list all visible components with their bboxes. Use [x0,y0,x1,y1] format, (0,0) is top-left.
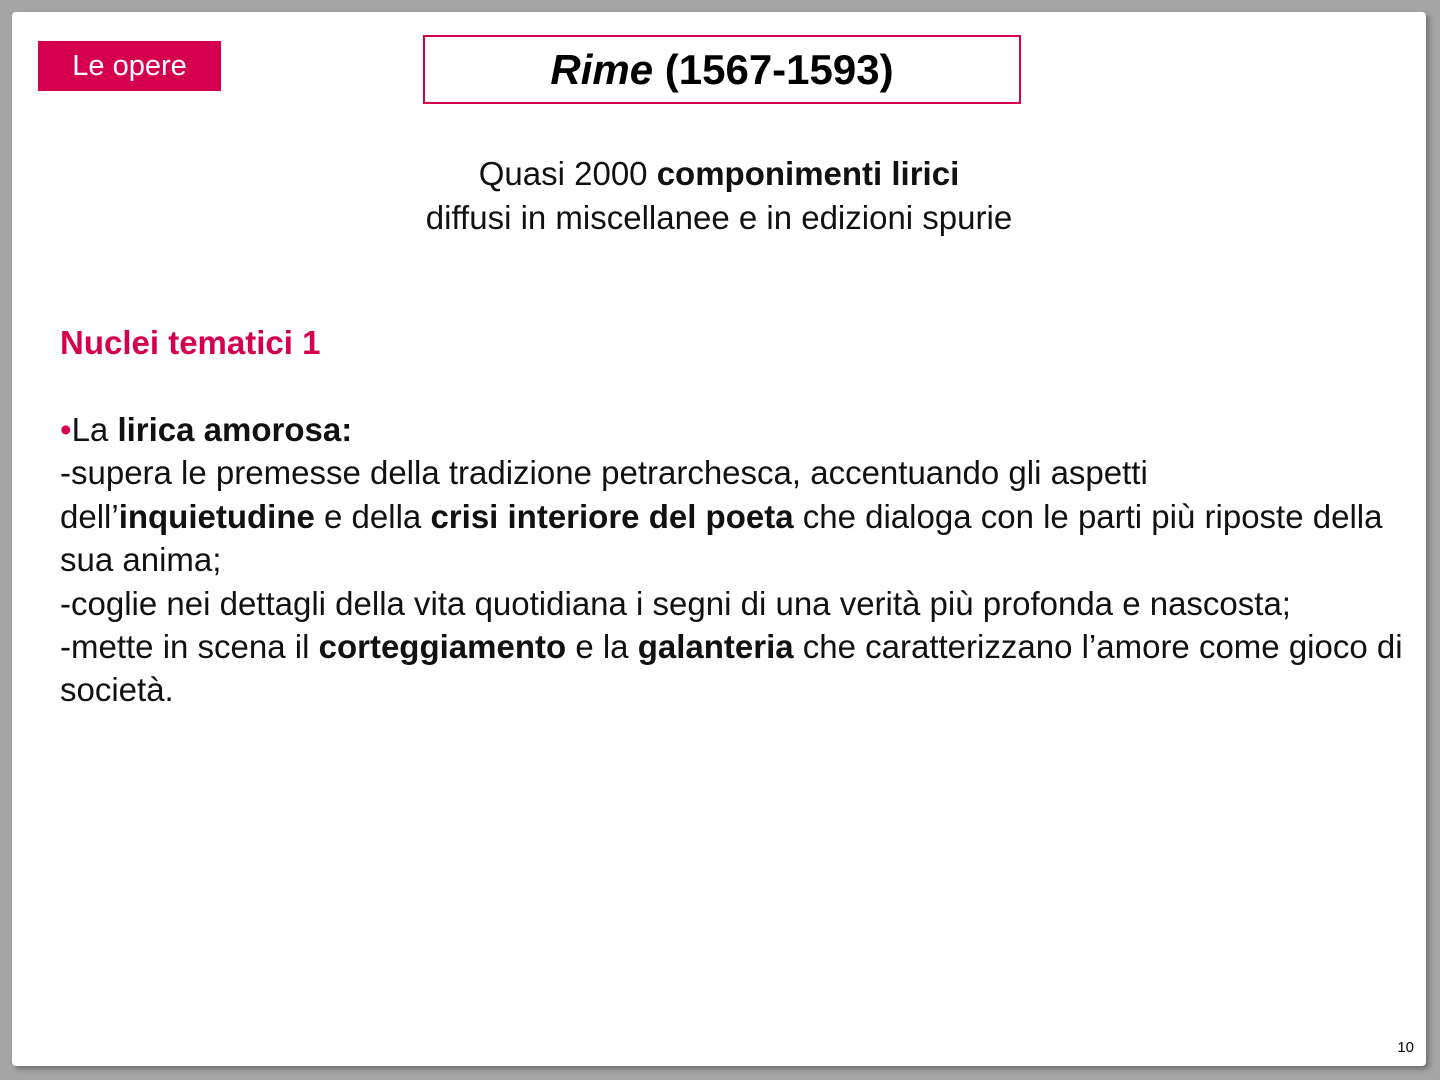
bullet-icon: • [60,411,72,448]
page-number: 10 [1397,1039,1414,1056]
paragraph-3-c: e la [566,628,638,666]
paragraph-3-e: che caratterizzano l’amore come gioco di società. [60,628,1403,709]
paragraph-2: -coglie nei dettagli della vita quotidiana i segni di una verità più profonda e nascosta; [60,584,1291,622]
intro-line-1 [12,152,1426,196]
intro-line-2: diffusi in miscellanee e in edizioni spurie [425,199,1013,236]
paragraph-3-bold-1: corteggiamento [318,628,567,666]
paragraph-1-bold-2: crisi interiore del poeta [430,497,794,535]
paragraph-1-a: -supera le premesse della tradizione petrarchesca, accentuando gli aspetti dell’ [60,454,1148,535]
bullet-line [60,408,1410,451]
title-dates: (1567-1593) [653,46,894,93]
intro-line-1-bold: componimenti lirici [656,155,960,192]
slide-title [423,35,1021,104]
section-tag: Le opere [38,41,221,91]
intro-line-1-a: Quasi 2000 [478,155,657,192]
title-italic: Rime [550,46,654,93]
bullet-text: La [71,411,118,448]
paragraph-3-bold-2: galanteria [637,628,794,666]
paragraph-1-bold-1: inquietudine [118,497,315,535]
paragraph-1-c: e della [314,497,431,535]
paragraph-1-e: che dialoga con le parti più riposte della sua anima; [60,497,1383,579]
body-text [60,408,1410,712]
section-heading: Nuclei tematici 1 [60,324,321,361]
paragraph-1 [60,451,1410,581]
paragraph-3-a: -mette in scena il [60,628,319,666]
intro-text [12,152,1426,240]
paragraph-3 [60,625,1410,712]
bullet-bold: lirica amorosa: [117,411,353,448]
slide [12,12,1426,1066]
